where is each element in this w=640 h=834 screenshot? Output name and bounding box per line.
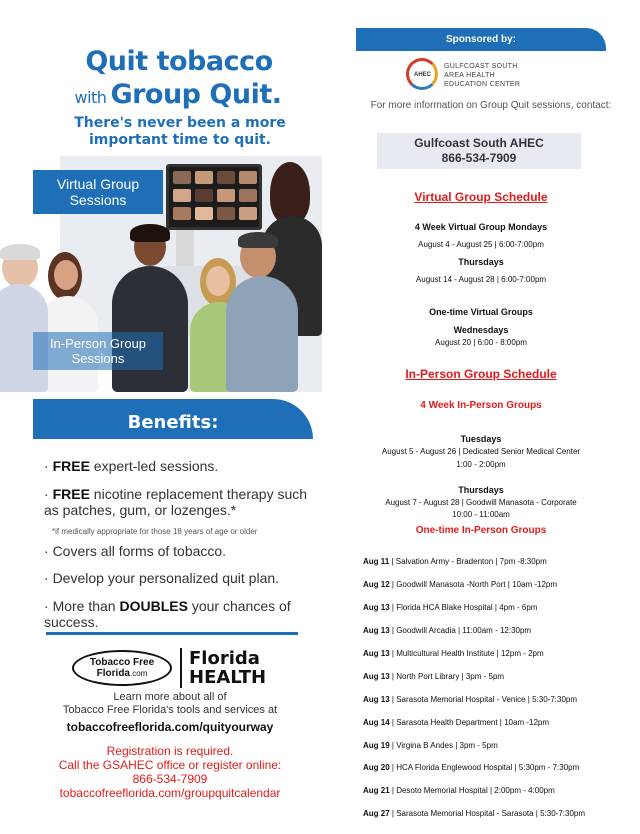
inperson-tuesdays-line1: August 5 - August 26 | Dedicated Senior Medical Center <box>381 447 581 456</box>
benefit-text: nicotine replacement therapy such as patches, gum, or lozenges.* <box>44 486 308 518</box>
contact-box <box>377 133 581 169</box>
registration-phone[interactable]: 866-534-7909 <box>132 772 208 786</box>
virtual-thursdays-dates: August 14 - August 28 | 6:00-7:00pm <box>415 275 547 284</box>
session-item: Aug 13 | Multicultural Health Institute | 12pm - 2pm <box>363 649 544 658</box>
contact-name: Gulfcoast South AHEC <box>414 136 544 150</box>
inperson-onetime-heading: One-time In-Person Groups <box>415 525 547 536</box>
hero-title-line2 <box>68 79 288 110</box>
florida-health-logo <box>189 649 266 687</box>
benefit-item: · Develop your personalized quit plan. <box>44 570 280 586</box>
benefit-item: · FREE expert-led sessions. <box>44 458 219 474</box>
benefit-item: · More than DOUBLES your chances of success. <box>44 598 291 630</box>
logo-divider <box>180 648 182 688</box>
video-call-monitor <box>166 164 262 230</box>
session-item: Aug 13 | Florida HCA Blake Hospital | 4pm - 6pm <box>363 603 538 612</box>
tagline-line1: There's never been a more <box>74 115 286 131</box>
ahec-logo-icon: AHEC <box>406 58 438 90</box>
virtual-thursdays-heading: Thursdays <box>458 257 504 267</box>
session-item: Aug 13 | Sarasota Memorial Hospital - Venice | 5:30-7:30pm <box>363 695 578 704</box>
virtual-wednesdays-dates: August 20 | 6:00 - 8:00pm <box>435 338 527 347</box>
sponsored-by-heading: Sponsored by: <box>356 28 606 51</box>
virtual-sessions-label <box>33 170 163 214</box>
ahec-org-name: GULFCOAST SOUTH AREA HEALTH EDUCATION CENTER <box>444 63 521 88</box>
monitor-stand <box>176 230 194 268</box>
florida-health-line1: Florida <box>189 648 260 669</box>
registration-required: Registration is required. <box>106 744 234 758</box>
inperson-thursdays-line1: August 7 - August 28 | Goodwill Manasota - Corporate <box>385 498 577 507</box>
session-item: Aug 13 | Goodwill Arcadia | 11:00am - 12:30pm <box>363 626 532 635</box>
benefit-pre: More than <box>52 598 120 614</box>
quit-your-way-link[interactable]: tobaccofreeflorida.com/quityourway <box>66 720 274 734</box>
session-item: Aug 14 | Sarasota Health Department | 10am -12pm <box>363 718 550 727</box>
benefit-text: expert-led sessions. <box>89 458 219 474</box>
group-quit-calendar-link[interactable]: tobaccofreeflorida.com/groupquitcalendar <box>59 786 281 800</box>
contact-instructions: For more information on Group Quit sessions, contact: <box>370 100 612 111</box>
inperson-label-line2: Sessions <box>71 351 125 366</box>
virtual-schedule-heading: Virtual Group Schedule <box>414 190 548 204</box>
benefit-bold: FREE <box>52 458 90 474</box>
learn-more-text: Learn more about all of Tobacco Free Florida's tools and services at <box>62 691 278 716</box>
benefit-footnote: *if medically appropriate for those 18 years of age or older <box>52 527 258 536</box>
session-item: Aug 12 | Goodwill Manasota -North Port | 10am -12pm <box>363 580 558 589</box>
virtual-onetime-heading: One-time Virtual Groups <box>429 307 533 317</box>
session-item: Aug 13 | North Port Library | 3pm - 5pm <box>363 672 505 681</box>
benefit-text: your chances of success. <box>44 598 291 630</box>
hero-tagline <box>60 115 300 149</box>
benefit-text: Covers all forms of tobacco. <box>52 543 227 559</box>
tagline-line2: important time to quit. <box>88 132 272 148</box>
benefit-text: Develop your personalized quit plan. <box>52 570 280 586</box>
tff-logo-line1: Tobacco Free <box>89 657 155 668</box>
session-item: Aug 20 | HCA Florida Englewood Hospital | 5:30pm - 7:30pm <box>363 763 580 772</box>
section-divider <box>46 632 298 635</box>
hero-title-group-quit: Group Quit. <box>110 79 282 110</box>
hero-title-with: with <box>74 88 107 107</box>
tff-logo-line2: Florida.com <box>96 668 148 679</box>
benefit-item: · Covers all forms of tobacco. <box>44 543 227 559</box>
benefits-heading: Benefits: <box>33 399 313 439</box>
virtual-label-line2: Sessions <box>69 192 127 208</box>
tobacco-free-florida-logo <box>72 650 172 686</box>
florida-health-line2: HEALTH <box>189 667 267 688</box>
inperson-four-week-heading: 4 Week In-Person Groups <box>420 400 542 411</box>
inperson-thursdays-heading: Thursdays <box>458 485 504 495</box>
contact-phone[interactable]: 866-534-7909 <box>441 151 517 165</box>
virtual-wednesdays-heading: Wednesdays <box>453 325 509 335</box>
inperson-schedule-heading: In-Person Group Schedule <box>405 367 557 381</box>
inperson-tuesdays-heading: Tuesdays <box>460 434 502 444</box>
benefit-item: · FREE nicotine replacement therapy such as patches, gum, or lozenges.* <box>44 486 308 518</box>
session-item: Aug 21 | Desoto Memorial Hospital | 2:00pm - 4:00pm <box>363 786 555 795</box>
session-item: Aug 11 | Salvation Army - Bradenton | 7pm -8:30pm <box>363 557 547 566</box>
inperson-tuesdays-line2: 1:00 - 2:00pm <box>456 460 506 469</box>
virtual-mondays-dates: August 4 - August 25 | 6:00-7:00pm <box>418 240 544 249</box>
virtual-label-line1: Virtual Group <box>56 176 140 192</box>
inperson-thursdays-line2: 10:00 - 11:00am <box>452 510 510 519</box>
benefit-bold: FREE <box>52 486 90 502</box>
session-item: Aug 19 | Virgina B Andes | 3pm - 5pm <box>363 741 498 750</box>
virtual-mondays-heading: 4 Week Virtual Group Mondays <box>414 222 548 232</box>
inperson-label-line1: In-Person Group <box>49 336 147 351</box>
hero-title-line1: Quit tobacco <box>85 46 273 77</box>
session-item: Aug 27 | Sarasota Memorial Hospital - Sarasota | 5:30-7:30pm <box>363 809 586 818</box>
call-office-text: Call the GSAHEC office or register online: <box>58 758 282 772</box>
benefit-bold: DOUBLES <box>119 598 188 614</box>
inperson-sessions-label <box>33 332 163 370</box>
